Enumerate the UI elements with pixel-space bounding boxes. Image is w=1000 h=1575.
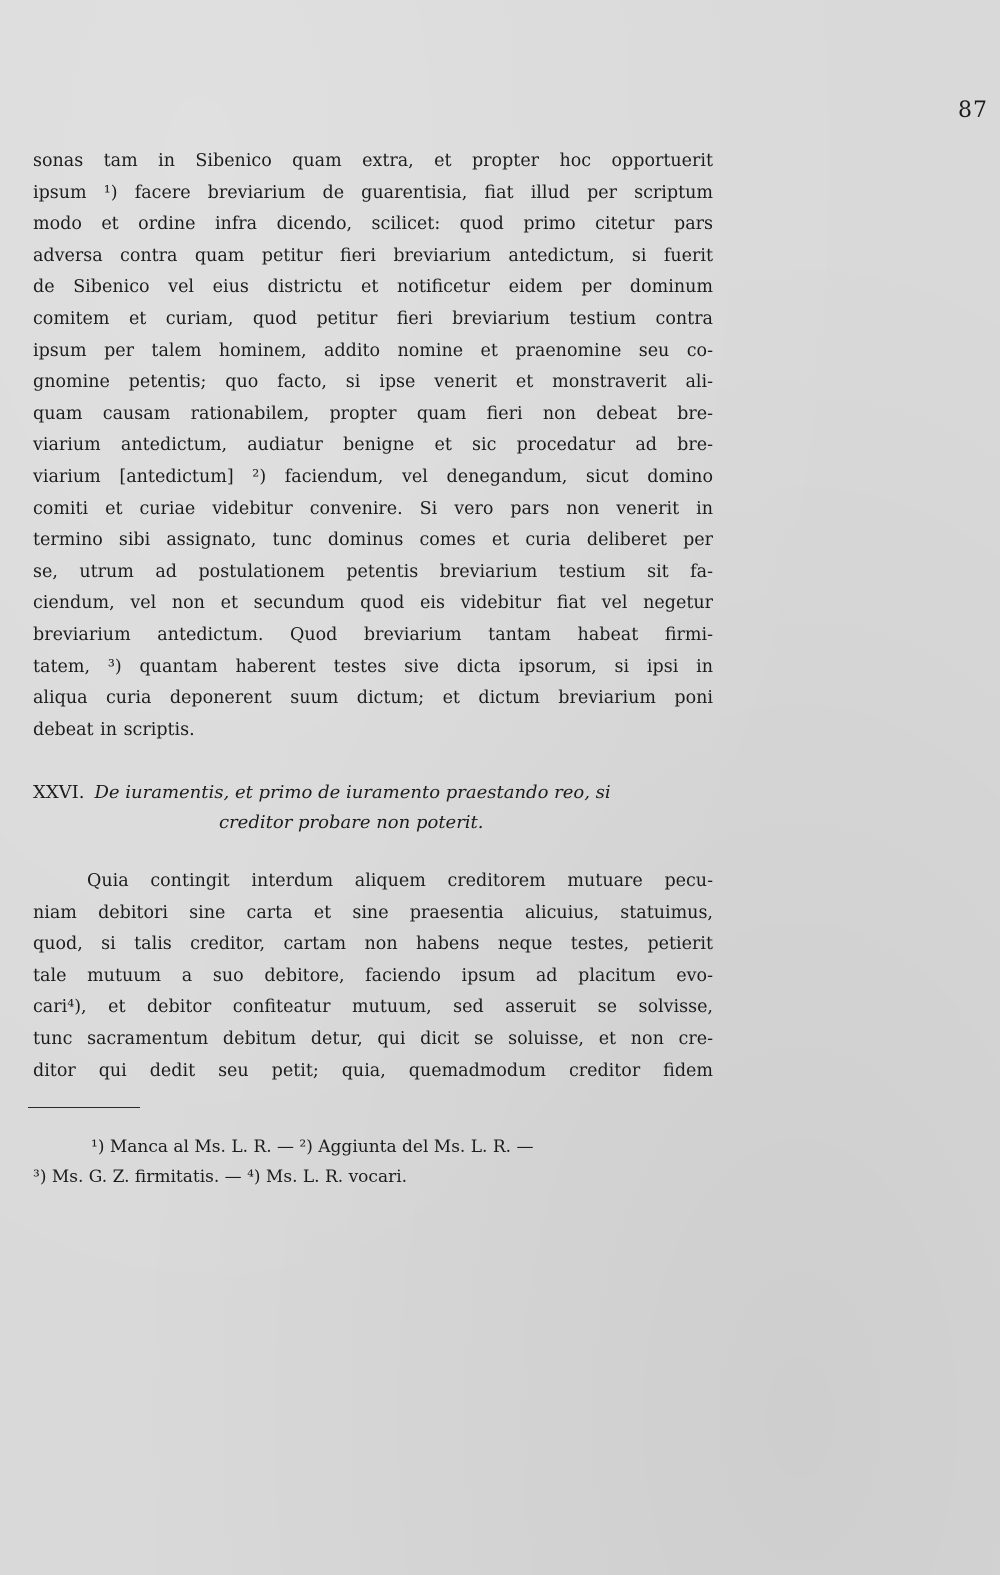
- text-line: niam debitori sine carta et sine praesentia alicuius, statuimus,: [33, 902, 713, 923]
- text-line: Quia contingit interdum aliquem creditorem mutuare pecu-: [87, 871, 713, 891]
- text-line: cari⁴), et debitor confiteatur mutuum, sed asseruit se solvisse,: [33, 997, 713, 1018]
- page-number: 87: [958, 98, 988, 123]
- text-line: comitem et curiam, quod petitur fieri breviarium testium contra: [33, 308, 713, 329]
- paragraph-2: [33, 866, 713, 1087]
- text-line: termino sibi assignato, tunc dominus comes et curia deliberet per: [33, 530, 713, 551]
- text-line: de Sibenico vel eius districtu et notificetur eidem per dominum: [33, 277, 713, 298]
- text-line: adversa contra quam petitur fieri breviarium antedictum, si fuerit: [33, 245, 713, 266]
- footnote-line: ³) Ms. G. Z. firmitatis. — ⁴) Ms. L. R. vocari.: [33, 1167, 408, 1187]
- paragraph-1: [33, 146, 713, 746]
- footnote-divider: [28, 1107, 140, 1109]
- text-line: se, utrum ad postulationem petentis breviarium testium sit fa-: [33, 561, 713, 582]
- text-line: gnomine petentis; quo facto, si ipse venerit et monstraverit ali-: [33, 372, 713, 393]
- text-line: breviarium antedictum. Quod breviarium tantam habeat firmi-: [33, 624, 713, 645]
- text-line: ipsum ¹) facere breviarium de guarentisia, fiat illud per scriptum: [33, 182, 713, 203]
- text-line: tatem, ³) quantam haberent testes sive dicta ipsorum, si ipsi in: [33, 656, 713, 677]
- text-line: viarium [antedictum] ²) faciendum, vel denegandum, sicut domino: [33, 466, 713, 487]
- footnote-line: ¹) Manca al Ms. L. R. — ²) Aggiunta del Ms. L. R. —: [91, 1137, 534, 1157]
- heading-title-continued: creditor probare non poterit.: [219, 812, 484, 833]
- text-line: debeat in scriptis.: [33, 719, 195, 740]
- text-line: ipsum per talem hominem, addito nomine et praenomine seu co-: [33, 340, 713, 361]
- heading-title: De iuramentis, et primo de iuramento praestando reo, si: [94, 782, 611, 803]
- text-line: ditor qui dedit seu petit; quia, quemadmodum creditor fidem: [33, 1060, 713, 1081]
- text-line: viarium antedictum, audiatur benigne et sic procedatur ad bre-: [33, 435, 713, 456]
- heading-line-1: [33, 778, 713, 808]
- footnotes: [33, 1132, 713, 1192]
- section-number: XXVI.: [33, 782, 85, 803]
- text-line: aliqua curia deponerent suum dictum; et dictum breviarium poni: [33, 688, 713, 709]
- text-line: tunc sacramentum debitum detur, qui dicit se soluisse, et non cre-: [33, 1028, 713, 1049]
- text-line: quam causam rationabilem, propter quam fieri non debeat bre-: [33, 403, 713, 424]
- text-line: quod, si talis creditor, cartam non habens neque testes, petierit: [33, 934, 713, 955]
- section-heading: [33, 778, 713, 838]
- heading-line-2: [33, 808, 713, 838]
- text-line: modo et ordine infra dicendo, scilicet: quod primo citetur pars: [33, 214, 713, 235]
- text-line: tale mutuum a suo debitore, faciendo ipsum ad placitum evo-: [33, 965, 713, 986]
- text-line: sonas tam in Sibenico quam extra, et propter hoc opportuerit: [33, 151, 713, 171]
- text-line: comiti et curiae videbitur convenire. Si vero pars non venerit in: [33, 498, 713, 519]
- text-line: ciendum, vel non et secundum quod eis videbitur fiat vel negetur: [33, 593, 713, 614]
